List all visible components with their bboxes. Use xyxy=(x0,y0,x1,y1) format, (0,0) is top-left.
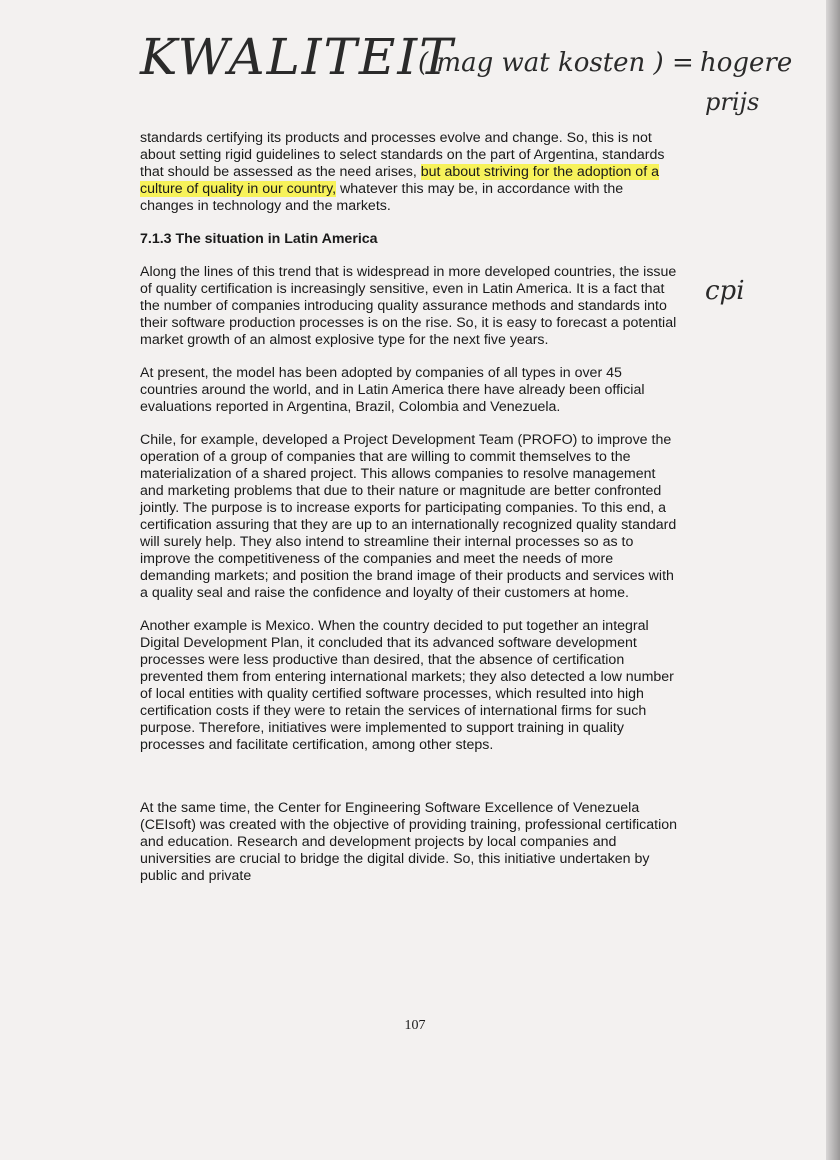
handwritten-title-note: KWALITEIT xyxy=(140,28,455,86)
intro-text-before: standards certifying its products and processes evolve and change. So, this is not about setting rigid guidelines to select standards on the part of Argentina, standards that should be assessed as the need arises, xyxy=(140,130,665,180)
scan-edge xyxy=(826,0,840,1160)
paragraph-trend: Along the lines of this trend that is widespread in more developed countries, the issue of quality certification is increasingly sensitive, even in Latin America. It is a fact that the number of companies introducing quality assurance methods and standards into their software production processes is on the rise. So, it is easy to forecast a potential market growth of an almost explosive type for the next five years. xyxy=(140,264,677,348)
paragraph-mexico: Another example is Mexico. When the country decided to put together an integral Digital Development Plan, it concluded that its advanced software development processes were less productive than desired, that the absence of certification prevented them from entering international markets; they also detected a low number of local entities with quality certified software processes, which resulted into high certification costs if they were to retain the services of international firms for such purpose. Therefore, initiatives were implemented to support training in quality processes and facilitate certification, among other steps. xyxy=(140,618,674,753)
section-heading: 7.1.3 The situation in Latin America xyxy=(140,231,378,247)
intro-paragraph xyxy=(140,130,680,215)
paragraph-venezuela: At the same time, the Center for Engineering Software Excellence of Venezuela (CEIsoft) was created with the objective of providing training, professional certification and education. Research and development projects by local companies and universities are crucial to bridge the digital divide. So, this initiative undertaken by public and private xyxy=(140,800,678,884)
intro-text-after: whatever this may be, in accordance with the changes in technology and the markets. xyxy=(140,181,624,214)
page-body xyxy=(140,130,680,901)
page-number: 107 xyxy=(404,1018,426,1033)
handwritten-price-note-line1: hogere xyxy=(700,48,793,78)
handwritten-price-note-line2: prijs xyxy=(705,88,760,116)
paragraph-adoption: At present, the model has been adopted by companies of all types in over 45 countries around the world, and in Latin America there have already been official evaluations reported in Argentina, Brazil, Colombia and Venezuela. xyxy=(140,365,645,415)
spacer xyxy=(140,770,680,800)
handwritten-margin-note: cpi xyxy=(705,276,745,306)
handwritten-subnote: ( mag wat kosten ) = xyxy=(418,48,694,78)
highlighted-text: but about striving for the adoption of a culture of quality in our country, xyxy=(140,164,659,197)
paragraph-chile: Chile, for example, developed a Project Development Team (PROFO) to improve the operation of a group of companies that are willing to commit themselves to the materialization of a shared project. This allows companies to resolve management and marketing problems that due to their nature or magnitude are better confronted jointly. The purpose is to increase exports for participating companies. To this end, a certification assuring that they are up to an internationally recognized quality standard will surely help. They also intend to streamline their internal processes so as to improve the competitiveness of the companies and meet the needs of more demanding markets; and position the brand image of their products and services with a quality seal and raise the confidence and loyalty of their customers at home. xyxy=(140,432,677,601)
